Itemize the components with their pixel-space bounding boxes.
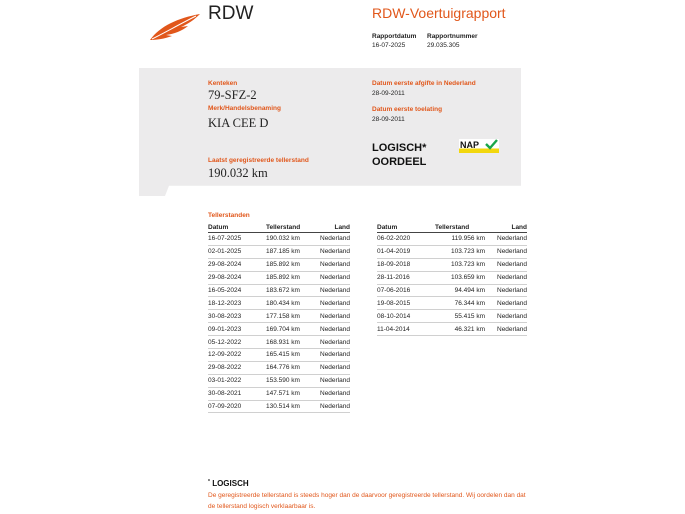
table-row xyxy=(208,297,350,310)
col-country-header: Land xyxy=(316,222,350,233)
table-row xyxy=(208,271,350,284)
footer-title xyxy=(208,479,249,488)
first-admission-label: Datum eerste toelating xyxy=(372,106,443,113)
table-row xyxy=(208,349,350,362)
row-country: Nederland xyxy=(316,323,350,336)
table-row xyxy=(377,271,527,284)
row-country: Nederland xyxy=(316,361,350,374)
footer-title-mark: * xyxy=(208,479,210,485)
row-date: 09-01-2023 xyxy=(208,323,266,336)
row-reading: 76.344 km xyxy=(435,297,493,310)
col-reading-header: Tellerstand xyxy=(266,222,316,233)
footer-title-text: LOGISCH xyxy=(212,479,249,488)
col-date-header: Datum xyxy=(208,222,266,233)
row-reading: 180.434 km xyxy=(266,297,316,310)
report-number: 29.035.305 xyxy=(427,42,460,49)
row-reading: 103.723 km xyxy=(435,258,493,271)
row-date: 19-08-2015 xyxy=(377,297,435,310)
col-country-header: Land xyxy=(493,222,527,233)
row-reading: 147.571 km xyxy=(266,387,316,400)
rdw-logo xyxy=(148,12,202,42)
row-country: Nederland xyxy=(316,297,350,310)
report-date-label: Rapportdatum xyxy=(372,33,417,40)
row-country: Nederland xyxy=(493,297,527,310)
row-country: Nederland xyxy=(493,245,527,258)
footer-text: De geregistreerde tellerstand is steeds hoger dan de daarvoor geregistreerde tellerstand. Wij oordelen dan dat de tellerstand logisch verklaarbaar is. xyxy=(208,492,526,510)
row-country: Nederland xyxy=(316,336,350,349)
table-header-row xyxy=(377,222,527,233)
row-reading: 46.321 km xyxy=(435,323,493,336)
row-date: 08-10-2014 xyxy=(377,310,435,323)
row-date: 03-01-2022 xyxy=(208,374,266,387)
row-reading: 130.514 km xyxy=(266,400,316,413)
row-reading: 165.415 km xyxy=(266,349,316,362)
row-date: 11-04-2014 xyxy=(377,323,435,336)
row-country: Nederland xyxy=(316,258,350,271)
odometer-table-right xyxy=(377,222,527,336)
row-date: 01-04-2019 xyxy=(377,245,435,258)
row-country: Nederland xyxy=(316,271,350,284)
make-label: Merk/Handelsbenaming xyxy=(208,105,281,112)
brand-name: RDW xyxy=(208,3,254,24)
row-country: Nederland xyxy=(493,310,527,323)
row-date: 30-08-2021 xyxy=(208,387,266,400)
table-row xyxy=(208,387,350,400)
row-date: 29-08-2022 xyxy=(208,361,266,374)
first-admission-value: 28-09-2011 xyxy=(372,116,405,123)
row-country: Nederland xyxy=(316,374,350,387)
row-reading: 103.659 km xyxy=(435,271,493,284)
row-country: Nederland xyxy=(316,310,350,323)
row-date: 16-05-2024 xyxy=(208,284,266,297)
row-country: Nederland xyxy=(493,323,527,336)
odometer-label: Laatst geregistreerde tellerstand xyxy=(208,157,309,164)
row-country: Nederland xyxy=(316,233,350,246)
row-country: Nederland xyxy=(493,284,527,297)
verdict-line1: LOGISCH* xyxy=(372,142,427,154)
row-reading: 187.185 km xyxy=(266,245,316,258)
vehicle-panel xyxy=(139,68,521,196)
report-number-label: Rapportnummer xyxy=(427,33,478,40)
row-date: 05-12-2022 xyxy=(208,336,266,349)
row-reading: 164.776 km xyxy=(266,361,316,374)
row-country: Nederland xyxy=(316,284,350,297)
row-reading: 185.892 km xyxy=(266,271,316,284)
plate-value: 79-SFZ-2 xyxy=(208,88,257,102)
table-row xyxy=(208,245,350,258)
row-date: 28-11-2016 xyxy=(377,271,435,284)
table-row xyxy=(377,233,527,246)
row-date: 12-09-2022 xyxy=(208,349,266,362)
report-title: RDW-Voertuigrapport xyxy=(372,5,506,21)
report-date-block xyxy=(372,32,416,50)
nap-logo-icon xyxy=(459,139,499,153)
report-date: 16-07-2025 xyxy=(372,42,406,49)
row-reading: 169.704 km xyxy=(266,323,316,336)
col-date-header: Datum xyxy=(377,222,435,233)
row-date: 18-12-2023 xyxy=(208,297,266,310)
row-reading: 103.723 km xyxy=(435,245,493,258)
row-country: Nederland xyxy=(493,271,527,284)
table-row xyxy=(208,400,350,413)
row-reading: 94.494 km xyxy=(435,284,493,297)
row-reading: 183.672 km xyxy=(266,284,316,297)
row-country: Nederland xyxy=(316,245,350,258)
row-date: 29-08-2024 xyxy=(208,271,266,284)
row-date: 16-07-2025 xyxy=(208,233,266,246)
row-reading: 153.590 km xyxy=(266,374,316,387)
row-reading: 190.032 km xyxy=(266,233,316,246)
table-row xyxy=(377,297,527,310)
row-date: 29-08-2024 xyxy=(208,258,266,271)
row-date: 18-09-2018 xyxy=(377,258,435,271)
row-date: 07-06-2016 xyxy=(377,284,435,297)
table-row xyxy=(208,258,350,271)
first-admission-nl-value: 28-09-2011 xyxy=(372,90,405,97)
verdict-line2: OORDEEL xyxy=(372,156,427,168)
row-reading: 177.158 km xyxy=(266,310,316,323)
row-country: Nederland xyxy=(493,258,527,271)
row-country: Nederland xyxy=(316,349,350,362)
verdict xyxy=(372,141,426,169)
plate-label: Kenteken xyxy=(208,80,238,87)
make-value: KIA CEE D xyxy=(208,116,269,130)
table-row xyxy=(208,361,350,374)
table-row xyxy=(208,323,350,336)
row-country: Nederland xyxy=(316,400,350,413)
table-row xyxy=(377,284,527,297)
table-row xyxy=(377,258,527,271)
table-row xyxy=(208,374,350,387)
row-date: 06-02-2020 xyxy=(377,233,435,246)
row-date: 07-09-2020 xyxy=(208,400,266,413)
odometer-section-title: Tellerstanden xyxy=(208,212,250,219)
table-row xyxy=(208,233,350,246)
table-row xyxy=(377,310,527,323)
nap-logo-text: NAP xyxy=(460,140,480,150)
col-reading-header: Tellerstand xyxy=(435,222,493,233)
row-country: Nederland xyxy=(316,387,350,400)
odometer-value: 190.032 km xyxy=(208,166,268,180)
row-reading: 55.415 km xyxy=(435,310,493,323)
row-reading: 168.931 km xyxy=(266,336,316,349)
row-date: 02-01-2025 xyxy=(208,245,266,258)
first-admission-nl-label: Datum eerste afgifte in Nederland xyxy=(372,80,476,87)
table-header-row xyxy=(208,222,350,233)
table-row xyxy=(377,323,527,336)
row-reading: 119.956 km xyxy=(435,233,493,246)
report-number-block xyxy=(427,32,478,50)
row-reading: 185.892 km xyxy=(266,258,316,271)
table-row xyxy=(208,336,350,349)
table-row xyxy=(208,284,350,297)
row-country: Nederland xyxy=(493,233,527,246)
odometer-table-left xyxy=(208,222,350,413)
table-row xyxy=(208,310,350,323)
table-row xyxy=(377,245,527,258)
row-date: 30-08-2023 xyxy=(208,310,266,323)
